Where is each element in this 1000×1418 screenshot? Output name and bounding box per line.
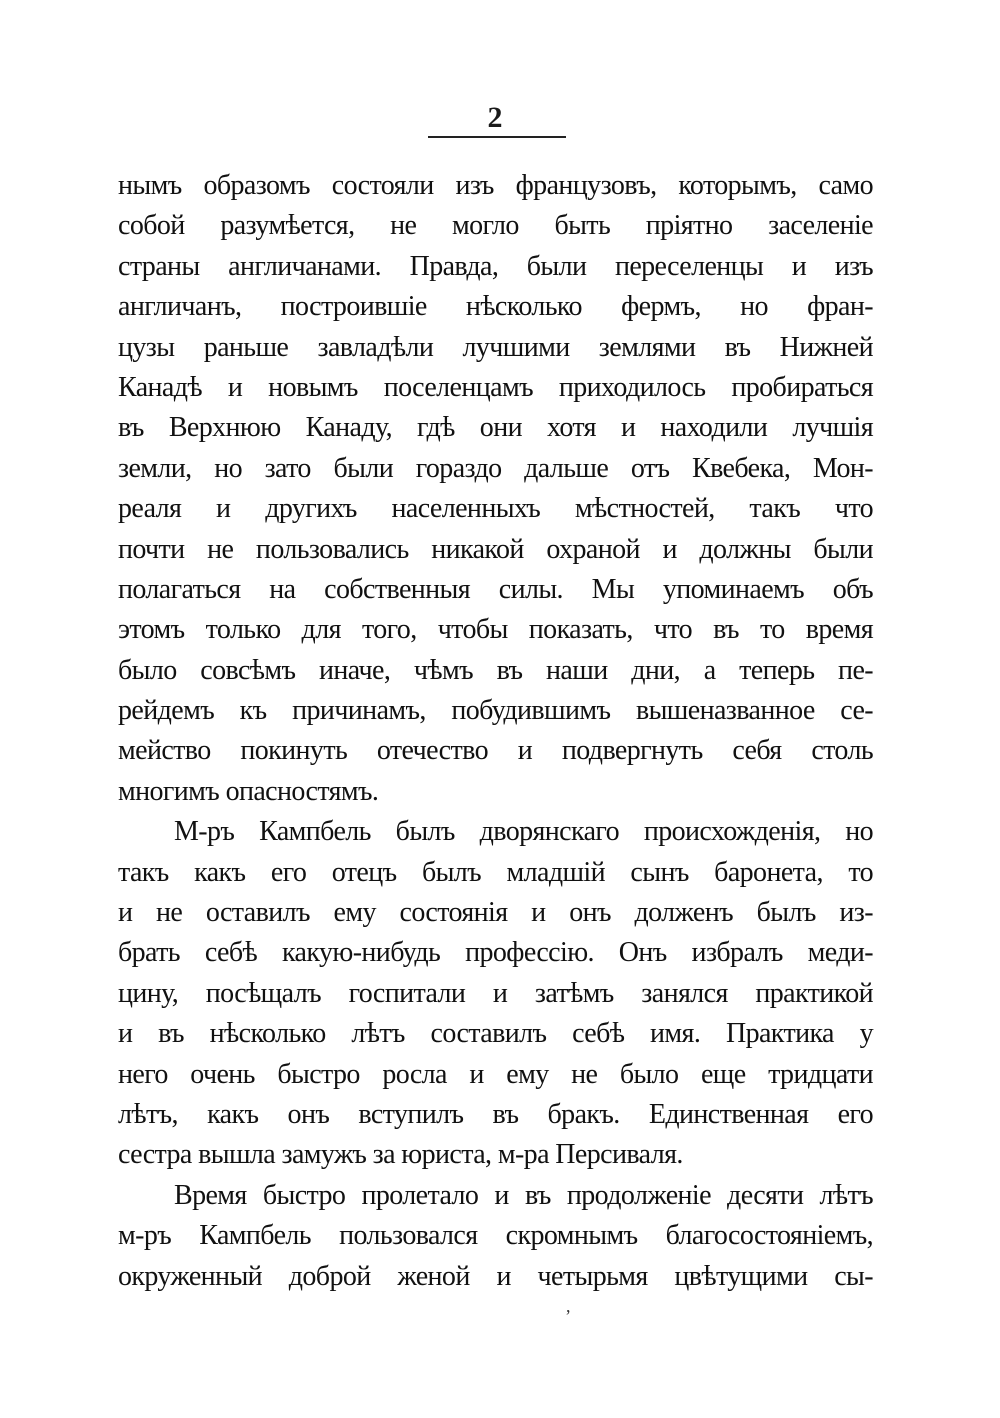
text-line: цузы раньше завладѣли лучшими землями въ Нижней: [118, 331, 873, 363]
text-line: было совсѣмъ иначе, чѣмъ въ наши дни, а теперь пе-: [118, 654, 873, 686]
text-line: и въ нѣсколько лѣтъ составилъ себѣ имя. Практика у: [118, 1018, 873, 1050]
text-line: полагаться на собственныя силы. Мы упоминаемъ объ: [118, 573, 873, 605]
text-line: въ Верхнюю Канаду, гдѣ они хотя и находили лучшія: [118, 412, 873, 444]
text-line: брать себѣ какую-нибудь профессію. Онъ избралъ меди-: [118, 937, 873, 969]
paragraph-1: [118, 166, 873, 812]
paragraph-2: [118, 812, 873, 1176]
text-line: лѣтъ, какъ онъ вступилъ въ бракъ. Единственная его: [118, 1098, 873, 1130]
text-line: такъ какъ его отецъ былъ младшій сынъ баронета, то: [118, 856, 873, 888]
text-line: Канадѣ и новымъ поселенцамъ приходилось пробираться: [118, 371, 873, 403]
text-line: этомъ только для того, чтобы показать, что въ то время: [118, 614, 873, 646]
text-line: многимъ опасностямъ.: [118, 775, 379, 807]
text-line: цину, посѣщалъ госпитали и затѣмъ занялся практикой: [118, 977, 873, 1009]
text-line: М-ръ Кампбель былъ дворянскаго происхожденія, но: [174, 816, 873, 848]
text-line: м-ръ Кампбель пользовался скромнымъ благосостояніемъ,: [118, 1220, 873, 1252]
text-line: него очень быстро росла и ему не было еще тридцати: [118, 1058, 873, 1090]
stray-print-mark: ,: [566, 1296, 571, 1316]
text-line: Время быстро пролетало и въ продолженіе десяти лѣтъ: [174, 1179, 873, 1211]
text-line: реаля и другихъ населенныхъ мѣстностей, такъ что: [118, 493, 873, 525]
text-line: англичанъ, построившіе нѣсколько фермъ, но фран-: [118, 291, 873, 323]
body-text: [118, 166, 873, 1297]
text-line: мейство покинуть отечество и подвергнуть себя столь: [118, 735, 873, 767]
text-line: окруженный доброй женой и четырьмя цвѣтущими сы-: [118, 1260, 873, 1292]
header-rule: [428, 136, 566, 138]
text-line: нымъ образомъ состояли изъ французовъ, которымъ, само: [118, 170, 873, 201]
text-line: рейдемъ къ причинамъ, побудившимъ вышеназванное се-: [118, 695, 873, 727]
text-line: сестра вышла замужъ за юриста, м-ра Персиваля.: [118, 1139, 683, 1171]
page-number: 2: [487, 101, 503, 134]
text-line: и не оставилъ ему состоянія и онъ долженъ былъ из-: [118, 897, 873, 929]
text-line: земли, но зато были гораздо дальше отъ Квебека, Мон-: [118, 452, 873, 484]
text-line: страны англичанами. Правда, были переселенцы и изъ: [118, 250, 873, 282]
text-line: почти не пользовались никакой охраной и должны были: [118, 533, 873, 565]
paragraph-3: [118, 1176, 873, 1297]
text-line: собой разумѣется, не могло быть пріятно заселеніе: [118, 210, 873, 242]
